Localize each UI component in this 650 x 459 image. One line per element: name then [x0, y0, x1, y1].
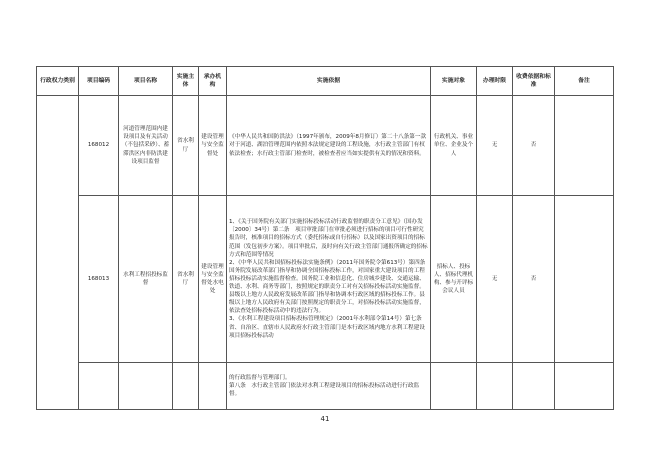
header-name: 项目名称 [119, 67, 173, 96]
fee-cell: 否 [513, 196, 555, 363]
target-cell: 行政机关、事业单位、企业及个人 [431, 96, 477, 196]
note-cell [555, 363, 614, 410]
header-target: 实施对象 [431, 67, 477, 96]
header-note: 备注 [555, 67, 614, 96]
header-subject: 实施主体 [173, 67, 199, 96]
time-limit-cell: 无 [477, 96, 513, 196]
subject-cell [173, 363, 199, 410]
basis-cell: 《中华人民共和国防洪法》（1997年颁布，2009年8月修订）第二十八条第一款 对于河道、湖泊管理范围内依照本法规定建设的工程设施，水行政主管部门有权依法检查；水行政主管部门检查时，被检查者应当如实提供有关的情况和资料。 [227, 96, 431, 196]
category-cell [37, 96, 79, 410]
note-cell [555, 196, 614, 363]
target-cell: 招标人、投标人、招标代理机构、参与开评标会议人员 [431, 196, 477, 363]
time-limit-cell: 无 [477, 196, 513, 363]
power-list-table [36, 66, 614, 410]
time-limit-cell [477, 363, 513, 410]
office-cell [199, 363, 227, 410]
basis-cell: 的行政监督与管理部门。 第八条 水行政主管部门依法对水利工程建设项目的招标投标活动进行行政监督。 [227, 363, 431, 410]
code-cell: 168013 [79, 196, 119, 363]
name-cell [119, 363, 173, 410]
target-cell [431, 363, 477, 410]
fee-cell [513, 363, 555, 410]
header-fee: 收费依据和标准 [513, 67, 555, 96]
basis-cell: 1、《关于国务院有关部门实施招标投标活动行政监督的职责分工意见》（国办发〔2000〕34号）第二条 项目审批部门在审批必须进行招标的项目可行性研究报告时，核准项目的招标方式（委托招标或自行招标）以及国家出资项目的招标范围（发包初步方案）。项目审批后，及时向有关行政主管部门通报所确定的招标方式和范围等情况 2、《中华人民共和国招标投标法实施条例》（2011年国务院令第613号）第四条 国务院发展改革部门指导和协调全国招标投标工作，对国家重大建设项目的工程招标投标活动实施监督检查。国务院工业和信息化、住房城乡建设、交通运输、铁道、水利、商务等部门，按照规定的职责分工对有关招标投标活动实施监督。县级以上地方人民政府发展改革部门指导和协调本行政区域的招标投标工作。县级以上地方人民政府有关部门按照规定的职责分工，对招标投标活动实施监督，依法查处招标投标活动中的违法行为。 3、《水利工程建设项目招标投标管理规定》（2001年水利部令第14号）第七条 省、自治区、直辖市人民政府水行政主管部门是本行政区域内地方水利工程建设项目招标投标活动 [227, 196, 431, 363]
table-row [37, 96, 614, 196]
fee-cell: 否 [513, 96, 555, 196]
office-cell: 建设管理与安全监督处水电处 [199, 196, 227, 363]
name-cell: 水利工程招投标监督 [119, 196, 173, 363]
header-time-limit: 办理时限 [477, 67, 513, 96]
code-cell: 168012 [79, 96, 119, 196]
table-row [37, 363, 614, 410]
subject-cell: 省水利厅 [173, 96, 199, 196]
office-cell: 建设管理与安全监督处 [199, 96, 227, 196]
name-cell: 河道管理范围内建设项目及有关活动（不包括采砂）、蓄滞洪区内非防洪建设项目监督 [119, 96, 173, 196]
header-basis: 实施依据 [227, 67, 431, 96]
header-category: 行政权力类别 [37, 67, 79, 96]
header-office: 承办机构 [199, 67, 227, 96]
code-cell [79, 363, 119, 410]
table-row [37, 196, 614, 363]
subject-cell: 省水利厅 [173, 196, 199, 363]
header-code: 项目编码 [79, 67, 119, 96]
note-cell [555, 96, 614, 196]
page-number: 41 [320, 415, 330, 423]
